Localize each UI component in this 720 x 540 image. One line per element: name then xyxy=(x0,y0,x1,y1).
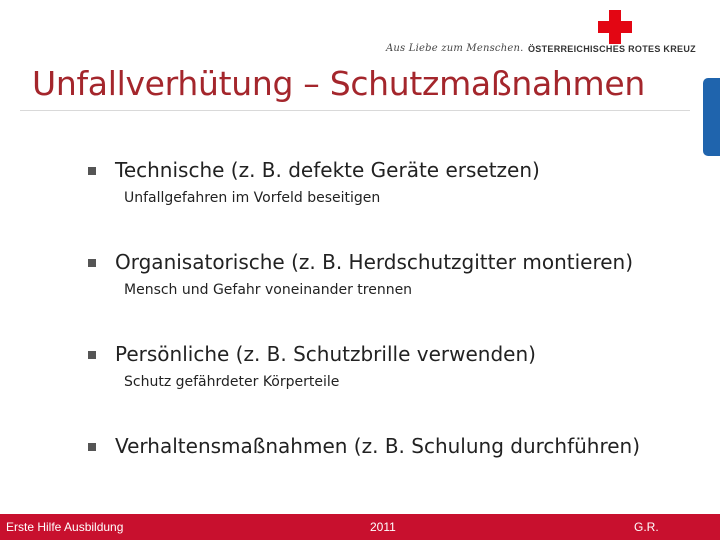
title-divider xyxy=(20,110,690,111)
bullet-item-technical xyxy=(88,158,688,206)
bullet-square-icon xyxy=(88,167,96,175)
footer-year: 2011 xyxy=(370,520,396,534)
bullet-item-personal xyxy=(88,342,688,390)
footer-bar xyxy=(0,514,720,540)
tagline: Aus Liebe zum Menschen. xyxy=(386,43,524,54)
organization-name: ÖSTERREICHISCHES ROTES KREUZ xyxy=(528,44,696,54)
bullet-main-text: Persönliche (z. B. Schutzbrille verwenden) xyxy=(115,342,536,366)
bullet-sub-text: Mensch und Gefahr voneinander trennen xyxy=(124,282,413,298)
bullet-list xyxy=(88,158,688,502)
slide-title: Unfallverhütung – Schutzmaßnahmen xyxy=(32,64,645,103)
bullet-sub-text: Schutz gefährdeter Körperteile xyxy=(124,374,340,390)
bullet-main-text: Organisatorische (z. B. Herdschutzgitter montieren) xyxy=(115,250,634,274)
bullet-square-icon xyxy=(88,259,96,267)
red-cross-logo-icon xyxy=(598,10,632,44)
bullet-sub-text: Unfallgefahren im Vorfeld beseitigen xyxy=(124,190,381,206)
footer-author: G.R. xyxy=(634,520,659,534)
bullet-item-behavioral xyxy=(88,434,688,458)
bullet-square-icon xyxy=(88,351,96,359)
footer-course: Erste Hilfe Ausbildung xyxy=(6,520,124,534)
bullet-item-organizational xyxy=(88,250,688,298)
bullet-main-text: Technische (z. B. defekte Geräte ersetzen) xyxy=(115,158,540,182)
bullet-main-text: Verhaltensmaßnahmen (z. B. Schulung durchführen) xyxy=(115,434,641,458)
side-tab xyxy=(703,78,720,156)
bullet-square-icon xyxy=(88,443,96,451)
